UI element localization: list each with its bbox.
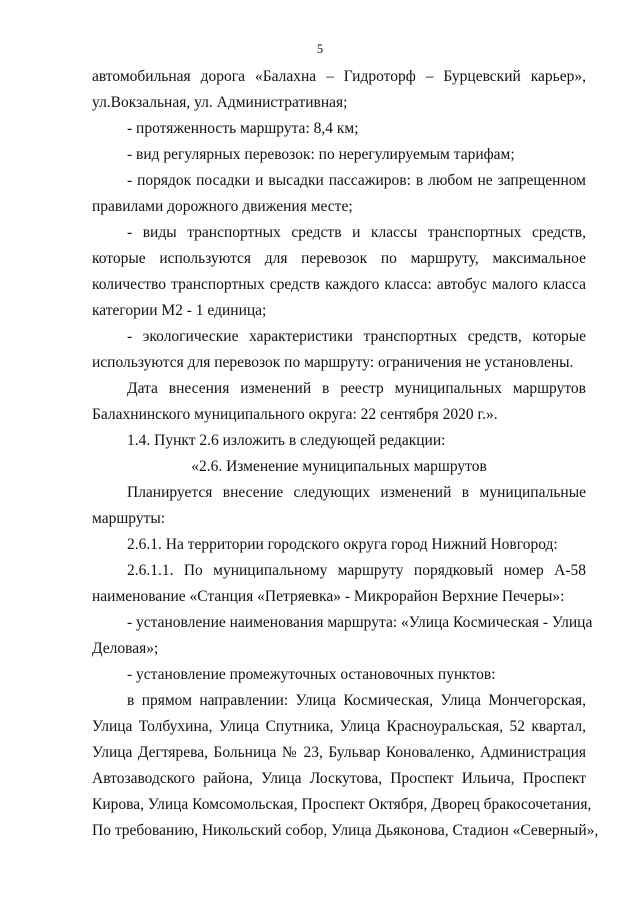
text-line: - вид регулярных перевозок: по нерегулируемым тарифам; xyxy=(127,146,515,163)
body-text xyxy=(92,64,599,844)
text-line: количество транспортных средств каждого класса: автобус малого класса xyxy=(92,276,586,293)
text-line: Планируется внесение следующих изменений в муниципальные xyxy=(127,484,586,501)
text-line: категории М2 - 1 единица; xyxy=(92,302,267,319)
text-line: Автозаводского района, Улица Лоскутова, Проспект Ильича, Проспект xyxy=(92,770,586,787)
text-line: в прямом направлении: Улица Космическая, Улица Мончегорская, xyxy=(127,692,586,709)
text-line: наименование «Станция «Петряевка» - Микрорайон Верхние Печеры»: xyxy=(92,588,565,605)
text-line: используются для перевозок по маршруту: ограничения не установлены. xyxy=(92,354,574,371)
text-line: Дата внесения изменений в реестр муниципальных маршрутов xyxy=(127,380,586,397)
page-number: 5 xyxy=(316,42,324,56)
text-line: - виды транспортных средств и классы транспортных средств, xyxy=(127,224,586,241)
text-line: автомобильная дорога «Балахна – Гидроторф – Бурцевский карьер», xyxy=(92,68,586,85)
text-line: По требованию, Никольский собор, Улица Дьяконова, Стадион «Северный», xyxy=(92,822,599,839)
text-line: Деловая»; xyxy=(92,640,159,657)
text-line: 2.6.1. На территории городского округа город Нижний Новгород: xyxy=(127,536,558,553)
text-line: Кирова, Улица Комсомольская, Проспект Октября, Дворец бракосочетания, xyxy=(92,796,592,813)
text-line: «2.6. Изменение муниципальных маршрутов xyxy=(191,458,487,475)
text-line: которые используются для перевозок по маршруту, максимальное xyxy=(92,250,586,267)
text-line: правилами дорожного движения месте; xyxy=(92,198,353,215)
text-line: - установление наименования маршрута: «Улица Космическая - Улица xyxy=(127,614,593,631)
text-line: Улица Дегтярева, Больница № 23, Бульвар Коноваленко, Администрация xyxy=(92,744,586,761)
text-line: - порядок посадки и высадки пассажиров: в любом не запрещенном xyxy=(127,172,586,189)
text-line: ул.Вокзальная, ул. Административная; xyxy=(92,94,348,111)
text-line: - экологические характеристики транспортных средств, которые xyxy=(127,328,586,345)
text-line: Балахнинского муниципального округа: 22 сентября 2020 г.». xyxy=(92,406,498,423)
text-line: 2.6.1.1. По муниципальному маршруту порядковый номер А-58 xyxy=(127,562,586,579)
text-line: - протяженность маршрута: 8,4 км; xyxy=(127,120,359,137)
text-line: 1.4. Пункт 2.6 изложить в следующей редакции: xyxy=(127,432,446,449)
text-line: Улица Толбухина, Улица Спутника, Улица Красноуральская, 52 квартал, xyxy=(92,718,586,735)
text-line: маршруты: xyxy=(92,510,166,527)
text-line: - установление промежуточных остановочных пунктов: xyxy=(127,666,496,683)
